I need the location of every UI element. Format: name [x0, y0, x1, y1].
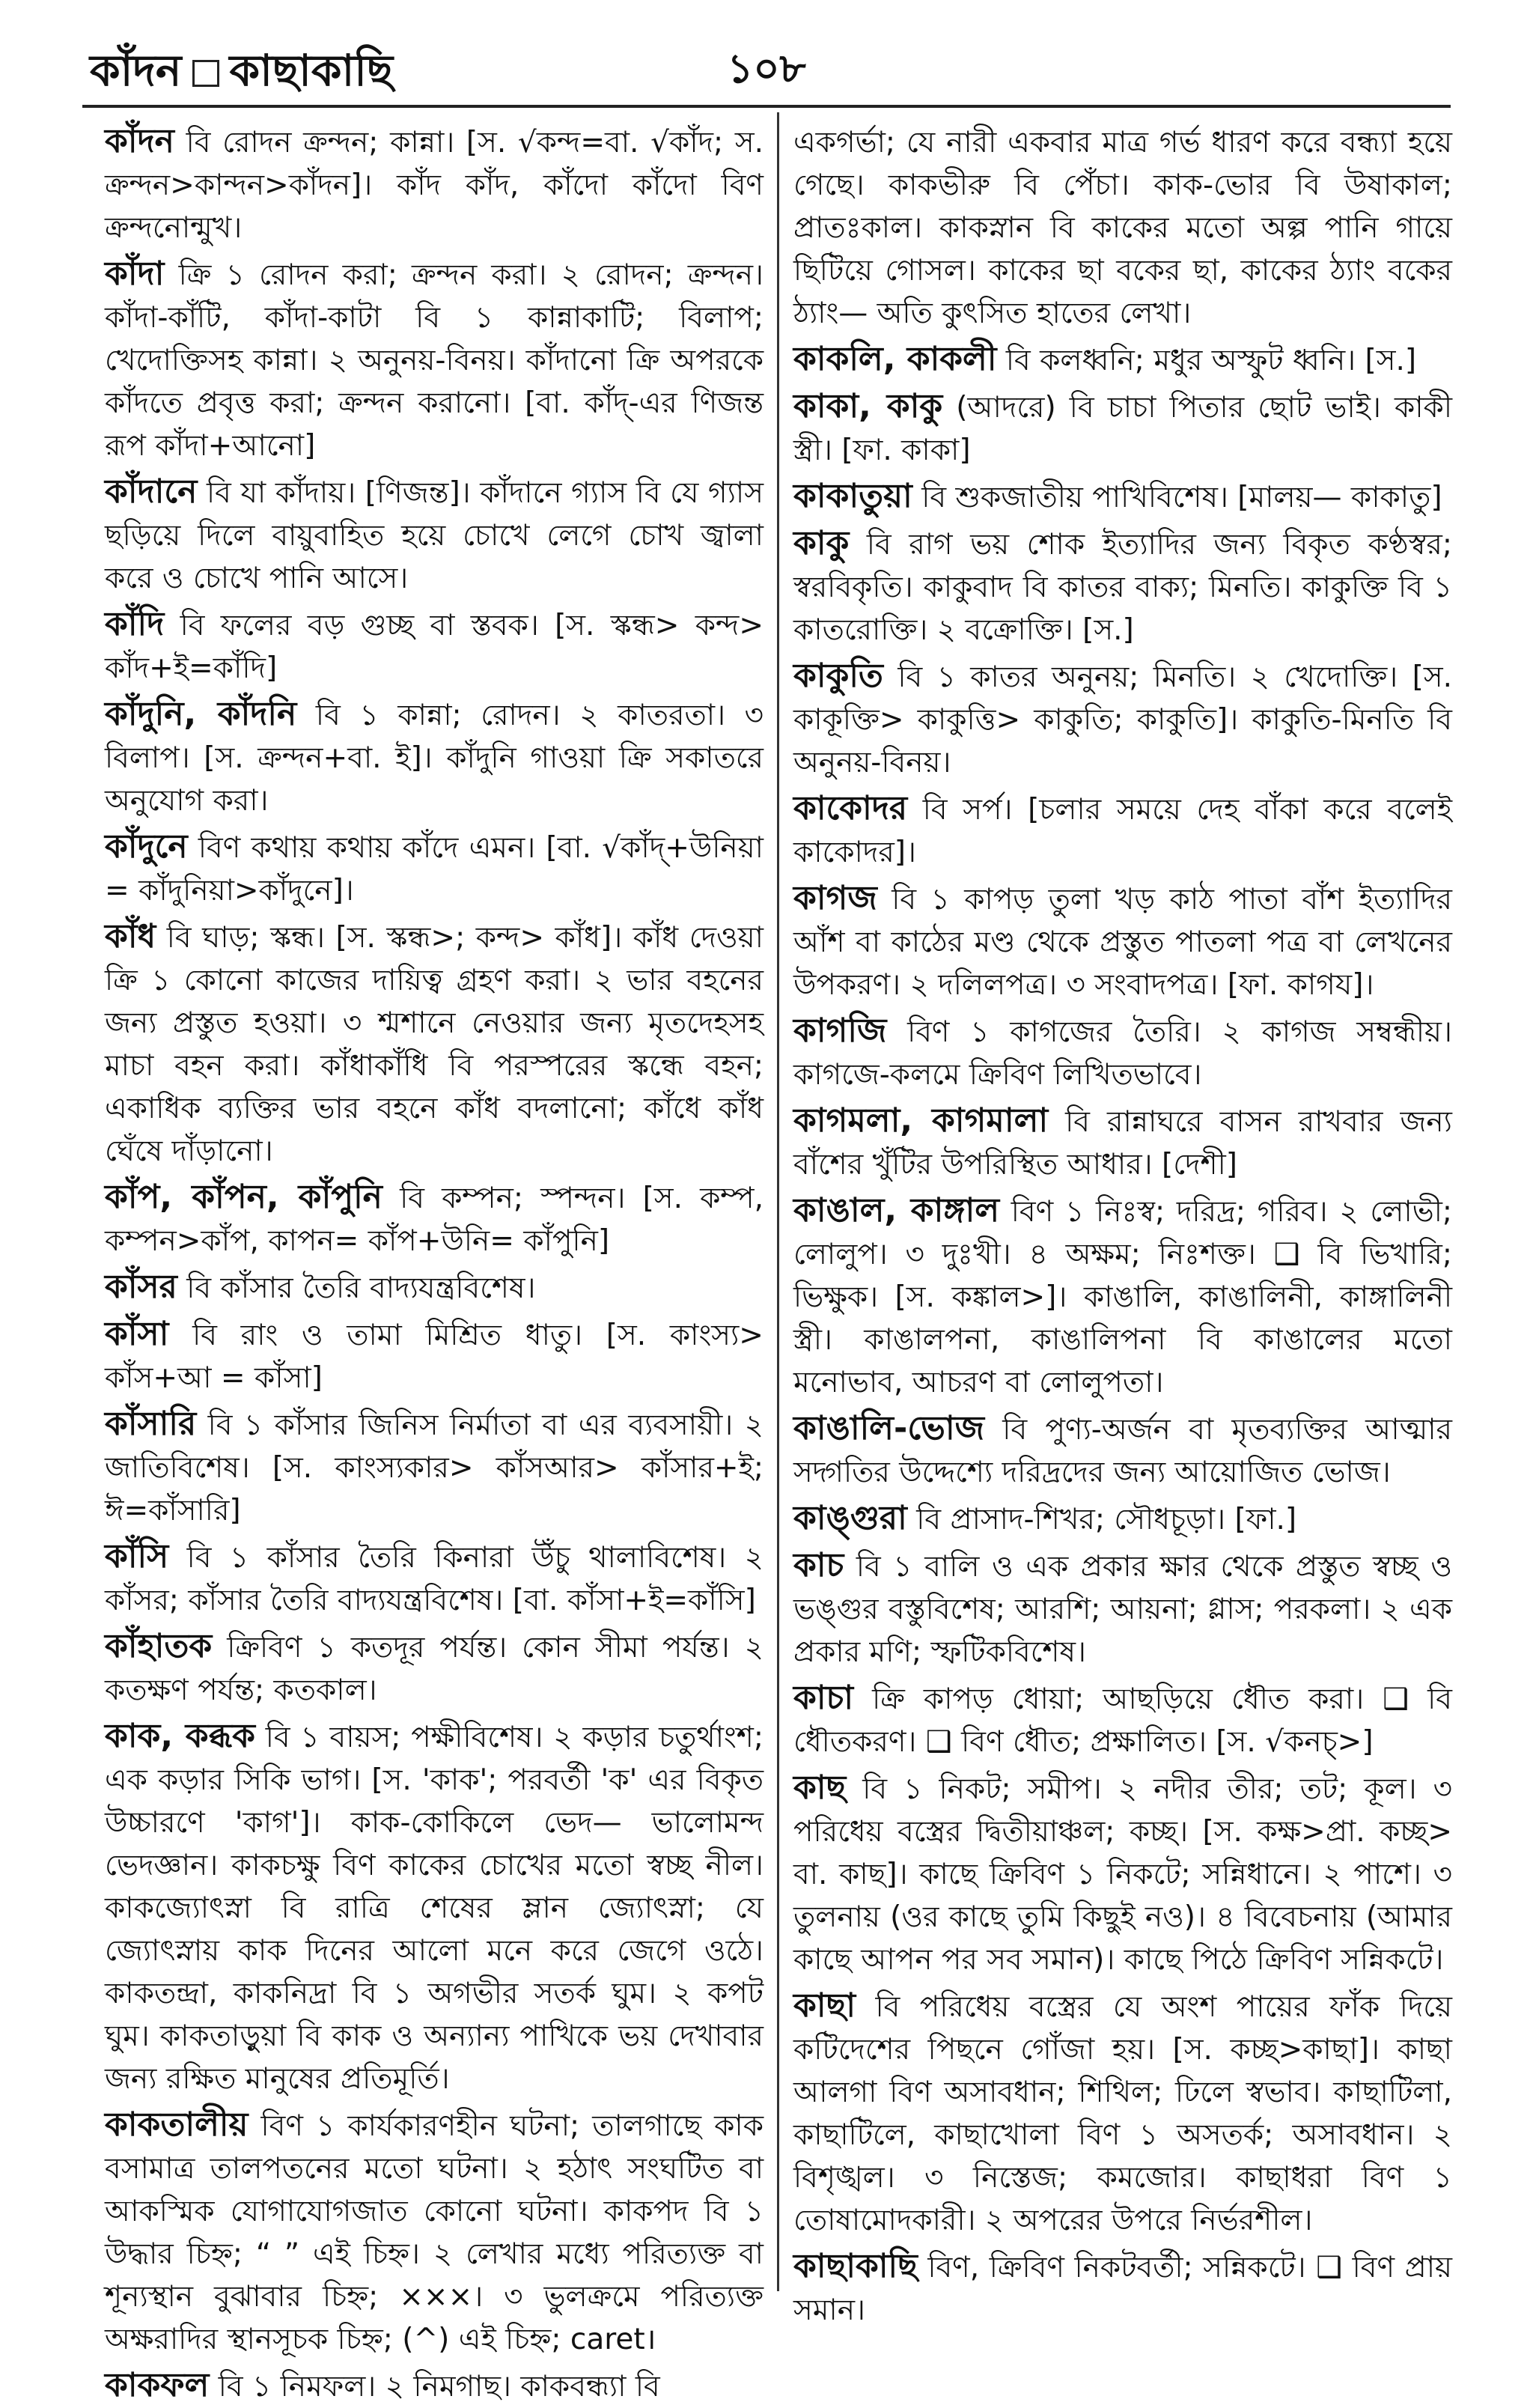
headword: কাছা — [793, 1986, 856, 2025]
dictionary-entry — [793, 1544, 1452, 1673]
dictionary-entry — [105, 1313, 764, 1399]
headword: কাগজ — [793, 879, 877, 917]
dictionary-entry — [105, 252, 764, 467]
dictionary-entry — [793, 654, 1452, 784]
headword: কাঁপ, কাঁপন, কাঁপুনি — [105, 1178, 383, 1216]
definition: বি রান্নাঘরে বাসন রাখবার জন্য বাঁশের খুঁটির উপরিস্থিত আধার। [দেশী] — [793, 1105, 1452, 1182]
headword: কাচ — [793, 1546, 844, 1584]
headword: কাঁসর — [105, 1268, 177, 1306]
definition: ক্রিবিণ ১ কতদূর পর্যন্ত। কোন সীমা পর্যন্ত। ২ কতক্ষণ পর্যন্ত; কতকাল। — [105, 1631, 764, 1707]
dictionary-entry — [793, 385, 1452, 472]
headword: কাঁসা — [105, 1315, 169, 1353]
dictionary-entry — [793, 1407, 1452, 1494]
headword: কাকফল — [105, 2366, 210, 2404]
headword: কাকু — [793, 524, 850, 562]
headword: কাঙ্গুরা — [793, 1499, 907, 1537]
definition: বি যা কাঁদায়। [ণিজন্ত]। কাঁদানে গ্যাস বি যে গ্যাস ছড়িয়ে দিলে বায়ুবাহিত হয়ে চোখে লেগে চোখ জ্বালা করে ও চোখে পানি আসে। — [105, 476, 764, 595]
definition: বি ১ কাঁসার জিনিস নির্মাতা বা এর ব্যবসায়ী। ২ জাতিবিশেষ। [স. কাংস্যকার> কাঁসআর> কাঁসার+ই; ঈ=কাঁসারি] — [105, 1408, 764, 1527]
dictionary-entry — [793, 1497, 1452, 1541]
dictionary-entry — [105, 1535, 764, 1622]
column-divider — [777, 112, 779, 2291]
definition: (আদরে) বি চাচা পিতার ছোট ভাই। কাকী স্ত্রী। [ফা. কাকা] — [793, 391, 1452, 467]
definition: বি রাগ ভয় শোক ইত্যাদির জন্য বিকৃত কণ্ঠস্বর; স্বরবিকৃতি। কাকুবাদ বি কাতর বাক্য; মিনতি। কাকুক্তি বি ১ কাতরোক্তি। ২ বক্রোক্তি। [স.] — [793, 528, 1452, 647]
headword: কাঁদানে — [105, 472, 198, 511]
headword: কাছ — [793, 1769, 847, 1807]
headword: কাক, কব্ধক — [105, 1717, 255, 1755]
definition: বিণ ১ নিঃস্ব; দরিদ্র; গরিব। ২ লোভী; লোলুপ। ৩ দুঃখী। ৪ অক্ষম; নিঃশক্ত। ❑ বি ভিখারি; ভিক্ষুক। [স. কঙ্কাল>]। কাঙালি, কাঙালিনী, কাঙ্গালিনী স্ত্রী। কাঙালপনা, কাঙালিপনা বি কাঙালের মতো মনোভাব, আচরণ বা লোলুপতা। — [793, 1195, 1452, 1399]
dictionary-entry — [105, 1265, 764, 1310]
dictionary-entry — [793, 2245, 1452, 2332]
dictionary-entry — [105, 1402, 764, 1532]
definition: বি ১ কাপড় তুলা খড় কাঠ পাতা বাঁশ ইত্যাদির আঁশ বা কাঠের মণ্ড থেকে প্রস্তুত পাতলা পত্র বা লেখনের উপকরণ। ২ দলিলপত্র। ৩ সংবাদপত্র। [ফা. কাগয]। — [793, 883, 1452, 1002]
headword: কাচা — [793, 1679, 854, 1717]
dictionary-entry — [105, 825, 764, 912]
headword: কাঁহাতক — [105, 1627, 213, 1665]
page-header — [90, 30, 1443, 97]
definition: বি ১ নিমফল। ২ নিমগাছ। কাকবন্ধ্যা বি — [218, 2370, 660, 2404]
dictionary-entry — [105, 915, 764, 1173]
definition: বিণ ১ কার্যকারণহীন ঘটনা; তালগাছে কাক বসামাত্র তালপতনের মতো ঘটনা। ২ হঠাৎ সংঘটিত বা আকস্মিক যোগাযোগজাত কোনো ঘটনা। কাকপদ বি ১ উদ্ধার চিহ্ন; “ ” এই চিহ্ন। ২ লেখার মধ্যে পরিত্যক্ত বা শূন্যস্থান বুঝাবার চিহ্ন; ×××। ৩ ভুলক্রমে পরিত্যক্ত অক্ষরাদির স্থানসূচক চিহ্ন; (^) এই চিহ্ন; caret। — [105, 2109, 764, 2356]
headword: কাঁদন — [105, 122, 174, 160]
dictionary-entry — [105, 1625, 764, 1712]
definition: বি কম্পন; স্পন্দন। [স. কম্প, কম্পন>কাঁপ, কাপন= কাঁপ+উনি= কাঁপুনি] — [105, 1182, 764, 1258]
definition: বি ১ কান্না; রোদন। ২ কাতরতা। ৩ বিলাপ। [স. ক্রন্দন+বা. ই]। কাঁদুনি গাওয়া ক্রি সকাতরে অনুযোগ করা। — [105, 699, 764, 818]
dictionary-entry — [105, 1715, 764, 2100]
definition: বি ১ বালি ও এক প্রকার ক্ষার থেকে প্রস্তুত স্বচ্ছ ও ভঙ্গুর বস্তুবিশেষ; আরশি; আয়না; গ্লাস; পরকলা। ২ এক প্রকার মণি; স্ফটিকবিশেষ। — [793, 1550, 1452, 1669]
dictionary-entry — [793, 522, 1452, 651]
right-column — [793, 120, 1453, 2327]
headword: কাকোদর — [793, 789, 908, 827]
headword: কাঁসারি — [105, 1405, 197, 1443]
left-column — [105, 120, 764, 2404]
headword: কাঁসি — [105, 1537, 169, 1575]
dictionary-entry — [105, 2103, 764, 2361]
definition: বি পুণ্য-অর্জন বা মৃতব্যক্তির আত্মার সদ্গতির উদ্দেশ্যে দরিদ্রদের জন্য আয়োজিত ভোজ। — [793, 1413, 1452, 1489]
headword: কাকুতি — [793, 657, 883, 695]
definition: বি ১ কাঁসার তৈরি কিনারা উঁচু থালাবিশেষ। ২ কাঁসর; কাঁসার তৈরি বাদ্যযন্ত্রবিশেষ। [বা. কাঁসা+ই=কাঁসি] — [105, 1541, 764, 1617]
definition: বি কলধ্বনি; মধুর অস্ফুট ধ্বনি। [স.] — [1005, 344, 1417, 377]
dictionary-entry — [105, 693, 764, 822]
dictionary-entry — [105, 470, 764, 600]
dictionary-entry — [105, 120, 764, 249]
dictionary-entry — [793, 338, 1452, 382]
definition: বি শুকজাতীয় পাখিবিশেষ। [মালয়— কাকাতু] — [921, 481, 1442, 514]
definition: বি রোদন ক্রন্দন; কান্না। [স. √কন্দ=বা. √কাঁদ; স. ক্রন্দন>কান্দন>কাঁদন]। কাঁদ কাঁদ, কাঁদো কাঁদো বিণ ক্রন্দনোন্মুখ। — [105, 126, 764, 245]
definition: বিণ, ক্রিবিণ নিকটবর্তী; সন্নিকটে। ❑ বিণ প্রায় সমান। — [793, 2251, 1452, 2327]
headword: কাকলি, কাকলী — [793, 340, 997, 378]
dictionary-entry — [105, 1176, 764, 1262]
definition: বি ১ নিকট; সমীপ। ২ নদীর তীর; তট; কূল। ৩ পরিধেয় বস্ত্রের দ্বিতীয়াঞ্চল; কচ্ছ। [স. কক্ষ>প্রা. কচ্ছ> বা. কাছ]। কাছে ক্রিবিণ ১ নিকটে; সন্নিধানে। ২ পাশে। ৩ তুলনায় (ওর কাছে তুমি কিছুই নও)। ৪ বিবেচনায় (আমার কাছে আপন পর সব সমান)। কাছে পিঠে ক্রিবিণ সন্নিকটে। — [793, 1772, 1452, 1977]
definition: ক্রি কাপড় ধোয়া; আছড়িয়ে ধৌত করা। ❑ বি ধৌতকরণ। ❑ বিণ ধৌত; প্রক্ষালিত। [স. √কনচ্>] — [793, 1682, 1453, 1759]
definition: বি পরিধেয় বস্ত্রের যে অংশ পায়ের ফাঁক দিয়ে কটিদেশের পিছনে গোঁজা হয়। [স. কচ্ছ>কাছা]। কাছা আলগা বিণ অসাবধান; শিথিল; ঢিলে স্বভাব। কাছাটিলা, কাছাটিলে, কাছাখোলা বিণ ১ অসতর্ক; অসাবধান। ২ বিশৃঙ্খল। ৩ নিস্তেজ; কমজোর। কাছাধরা বিণ ১ তোষামোদকারী। ২ অপরের উপরে নির্ভরশীল। — [793, 1990, 1452, 2237]
guide-word-first: কাঁদন — [90, 45, 182, 96]
dictionary-entry — [105, 603, 764, 690]
headword: কাকা, কাকু — [793, 387, 943, 425]
header-rule — [82, 105, 1451, 108]
headword: কাগজি — [793, 1012, 887, 1050]
definition: বি ঘাড়; স্কন্ধ। [স. স্কন্ধ>; কন্দ> কাঁধ]। কাঁধ দেওয়া ক্রি ১ কোনো কাজের দায়িত্ব গ্রহণ করা। ২ ভার বহনের জন্য প্রস্তুত হওয়া। ৩ শ্মশানে নেওয়ার জন্য মৃতদেহসহ মাচা বহন করা। কাঁধাকাঁধি বি পরস্পরের স্কন্ধে বহন; একাধিক ব্যক্তির ভার বহনে কাঁধ বদলানো; কাঁধে কাঁধ ঘেঁষে দাঁড়ানো। — [105, 921, 764, 1168]
headword: কাগমলা, কাগমালা — [793, 1101, 1049, 1140]
definition: বি সর্প। [চলার সময়ে দেহ বাঁকা করে বলেই কাকোদর]। — [793, 793, 1453, 869]
guide-word-last: কাছাকাছি — [229, 45, 393, 96]
definition: বি ১ কাতর অনুনয়; মিনতি। ২ খেদোক্তি। [স. কাকূক্তি> কাকুত্তি> কাকুতি; কাকুতি]। কাকুতি-মিনতি বি অনুনয়-বিনয়। — [793, 660, 1452, 779]
headword: কাঁদা — [105, 255, 165, 293]
definition: বি রাং ও তামা মিশ্রিত ধাতু। [স. কাংস্য> কাঁস+আ = কাঁসা] — [105, 1319, 764, 1395]
dictionary-entry — [793, 787, 1452, 874]
definition: বি প্রাসাদ-শিখর; সৌধচূড়া। [ফা.] — [916, 1503, 1297, 1536]
headword: কাঙাল, কাঙ্গাল — [793, 1191, 1000, 1229]
definition: বি ১ বায়স; পক্ষীবিশেষ। ২ কড়ার চতুর্থাংশ; এক কড়ার সিকি ভাগ। [স. 'কাক'; পরবর্তী 'ক' এর বিকৃত উচ্চারণে 'কাগ']। কাক-কোকিলে ভেদ— ভালোমন্দ ভেদজ্ঞান। কাকচক্ষু বিণ কাকের চোখের মতো স্বচ্ছ নীল। কাকজ্যোৎস্না বি রাত্রি শেষের ম্লান জ্যোৎস্না; যে জ্যোৎস্নায় কাক দিনের আলো মনে করে জেগে ওঠে। কাকতন্দ্রা, কাকনিদ্রা বি ১ অগভীর সতর্ক ঘুম। ২ কপট ঘুম। কাকতাড়ুয়া বি কাক ও অন্যান্য পাখিকে ভয় দেখাবার জন্য রক্ষিত মানুষের প্রতিমূর্তি। — [105, 1721, 764, 2096]
dictionary-entry — [793, 120, 1452, 335]
headword: কাকতালীয় — [105, 2106, 249, 2144]
definition: বি ফলের বড় গুচ্ছ বা স্তবক। [স. স্কন্ধ> কন্দ> কাঁদ+ই=কাঁদি] — [105, 609, 764, 685]
headword: কাঙালি-ভোজ — [793, 1409, 984, 1447]
headword: কাঁদুনি, কাঁদনি — [105, 695, 297, 733]
dictionary-entry — [793, 1009, 1452, 1096]
definition: বি কাঁসার তৈরি বাদ্যযন্ত্রবিশেষ। — [186, 1271, 536, 1305]
headword: কাছাকাছি — [793, 2247, 918, 2285]
dictionary-entry — [793, 1099, 1452, 1186]
dictionary-entry — [793, 475, 1452, 519]
headword: কাঁধ — [105, 917, 156, 955]
dictionary-entry — [793, 1676, 1452, 1763]
headword: কাকাতুয়া — [793, 477, 912, 515]
dictionary-entry — [793, 1984, 1452, 2242]
definition: একগর্ভা; যে নারী একবার মাত্র গর্ভ ধারণ করে বন্ধ্যা হয়ে গেছে। কাকভীরু বি পেঁচা। কাক-ভোর বি উষাকাল; প্রাতঃকাল। কাকস্নান বি কাকের মতো অল্প পানি গায়ে ছিটিয়ে গোসল। কাকের ছা বকের ছা, কাকের ঠ্যাং বকের ঠ্যাং— অতি কুৎসিত হাতের লেখা। — [793, 126, 1452, 330]
headword: কাঁদুনে — [105, 827, 188, 866]
dictionary-entry — [793, 1766, 1452, 1981]
dictionary-entry — [793, 1189, 1452, 1404]
page-number: ১০৮ — [727, 45, 806, 92]
dictionary-entry — [793, 877, 1452, 1006]
definition: বিণ কথায় কথায় কাঁদে এমন। [বা. √কাঁদ্+উনিয়া = কাঁদুনিয়া>কাঁদুনে]। — [105, 831, 764, 907]
definition: বিণ ১ কাগজের তৈরি। ২ কাগজ সম্বন্ধীয়। কাগজে-কলমে ক্রিবিণ লিখিতভাবে। — [793, 1015, 1452, 1092]
definition: ক্রি ১ রোদন করা; ক্রন্দন করা। ২ রোদন; ক্রন্দন। কাঁদা-কাঁটি, কাঁদা-কাটা বি ১ কান্নাকাটি; বিলাপ; খেদোক্তিসহ কান্না। ২ অনুনয়-বিনয়। কাঁদানো ক্রি অপরকে কাঁদতে প্রবৃত্ত করা; ক্রন্দন করানো। [বা. কাঁদ্-এর ণিজন্ত রূপ কাঁদা+আনো] — [105, 258, 764, 463]
dictionary-entry — [105, 2364, 764, 2408]
headword: কাঁদি — [105, 605, 165, 643]
